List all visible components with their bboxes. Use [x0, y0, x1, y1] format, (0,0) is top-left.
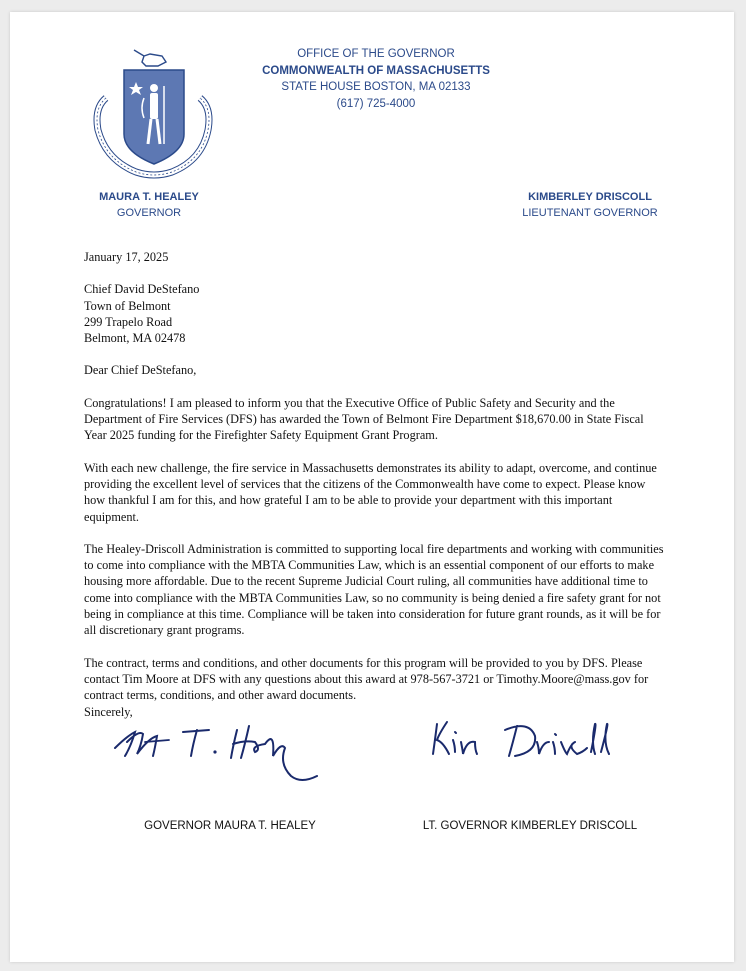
massachusetts-seal: [84, 48, 214, 184]
recipient-line: Chief David DeStefano: [84, 282, 200, 297]
letterhead: [255, 46, 497, 112]
letter-date: January 17, 2025: [84, 250, 169, 264]
paragraph: The contract, terms and conditions, and other documents for this program will be provided to you by DFS. Please contact Tim Moore at DFS with any questions about this award at 978-567-3721 or Timothy.Moore@mass.gov for contract terms, conditions, and other award documents.: [84, 655, 649, 703]
paragraph: Congratulations! I am pleased to inform you that the Executive Office of Public Safety and Security and the Department of Fire Services (DFS) has awarded the Town of Belmont Fire Department $18,670.00 in State Fiscal Year 2025 funding for the Firefighter Safety Equipment Grant Program.: [84, 395, 644, 443]
governor-name: MAURA T. HEALEY: [99, 191, 199, 203]
recipient-line: Belmont, MA 02478: [84, 331, 186, 346]
lt-governor-signature-label: LT. GOVERNOR KIMBERLEY DRISCOLL: [422, 820, 638, 832]
governor-signature: [105, 712, 330, 792]
recipient-line: 299 Trapelo Road: [84, 314, 173, 329]
letter-body: [84, 249, 664, 720]
lt-governor-signature: [425, 712, 635, 772]
paragraph: The Healey-Driscoll Administration is committed to supporting local fire departments and working with communities to come into compliance with the MBTA Communities Law, which is an essential component of our efforts to make housing more affordable. Due to the recent Supreme Judicial Court ruling, all communities have additional time to come into compliance with the MBTA Communities Law, so no community is being denied a fire safety grant for not being in compliance at this time. Compliance will be taken into consideration for future grant rounds, as it will be for all discretionary grant programs.: [84, 541, 664, 638]
salutation: Dear Chief DeStefano,: [84, 363, 197, 378]
office-phone: (617) 725-4000: [336, 97, 416, 110]
recipient-address: [84, 281, 664, 346]
lt-governor-block: [520, 189, 660, 221]
org-name: COMMONWEALTH OF MASSACHUSETTS: [262, 64, 490, 77]
governor-title: GOVERNOR: [116, 207, 182, 219]
office-address: STATE HOUSE BOSTON, MA 02133: [281, 81, 471, 93]
recipient-line: Town of Belmont: [84, 298, 171, 313]
closing: Sincerely,: [84, 704, 133, 719]
office-name: OFFICE OF THE GOVERNOR: [297, 48, 455, 60]
governor-signature-label: GOVERNOR MAURA T. HEALEY: [144, 820, 316, 832]
lt-governor-title: LIEUTENANT GOVERNOR: [522, 207, 658, 219]
lt-governor-name: KIMBERLEY DRISCOLL: [528, 191, 652, 203]
governor-block: [84, 189, 214, 221]
paragraph: With each new challenge, the fire service in Massachusetts demonstrates its ability to adapt, overcome, and continue providing the excellent level of services that the citizens of the Commonwealth have come to expect. Please know how thankful I am for this, and how grateful I am to be able to provide your department with this important equipment.: [84, 460, 657, 524]
